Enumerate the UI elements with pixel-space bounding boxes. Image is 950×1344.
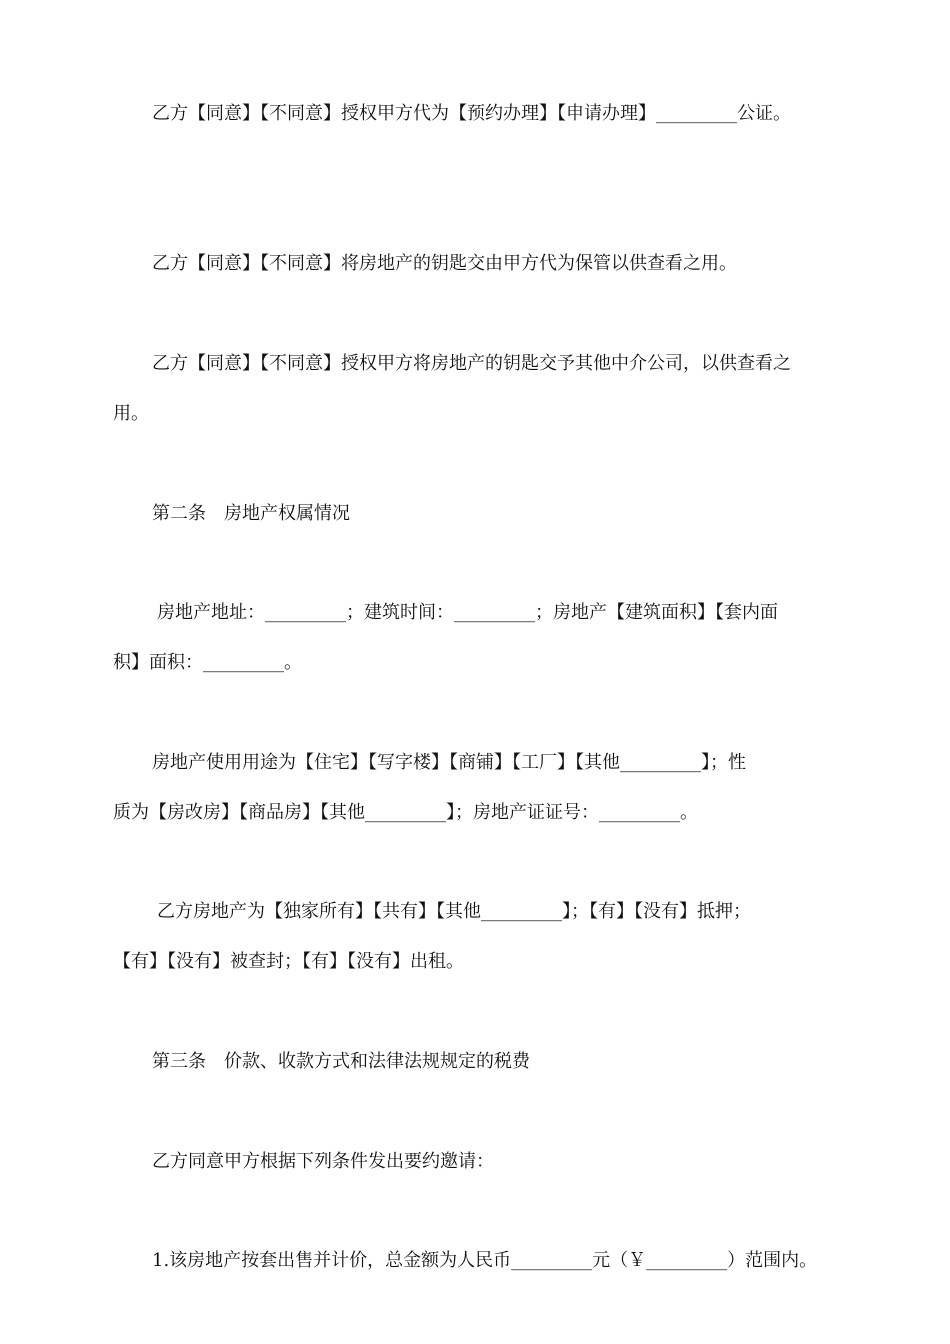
paragraph-key-custody: 乙方【同意】【不同意】将房地产的钥匙交由甲方代为保管以供查看之用。 <box>152 253 737 274</box>
paragraph-notarization-authorization: 乙方【同意】【不同意】授权甲方代为【预约办理】【申请办理】_________公证。 <box>152 103 791 124</box>
paragraph-property-address-line-1: 房地产地址：_________；建筑时间：_________；房地产【建筑面积】【套内面 <box>157 602 778 623</box>
article-3-heading: 第三条 价款、收款方式和法律法规规定的税费 <box>152 1051 530 1072</box>
paragraph-ownership-line-1: 乙方房地产为【独家所有】【共有】【其他_________】；【有】【没有】抵押； <box>157 901 751 922</box>
paragraph-property-address-line-2: 积】面积：_________。 <box>113 652 302 673</box>
paragraph-property-usage-line-2: 质为【房改房】【商品房】【其他_________】；房地产证证号：_________。 <box>113 802 698 823</box>
article-2-heading: 第二条 房地产权属情况 <box>152 503 350 524</box>
paragraph-total-price: 1.该房地产按套出售并计价，总金额为人民币_________元（￥_________）范围内。 <box>152 1250 818 1271</box>
paragraph-ownership-line-2: 【有】【没有】被查封；【有】【没有】出租。 <box>113 951 464 972</box>
paragraph-key-other-agency-line-1: 乙方【同意】【不同意】授权甲方将房地产的钥匙交予其他中介公司，以供查看之 <box>152 353 791 374</box>
paragraph-key-other-agency-line-2: 用。 <box>113 403 149 424</box>
paragraph-property-usage-line-1: 房地产使用用途为【住宅】【写字楼】【商铺】【工厂】【其他_________】；性 <box>152 752 746 773</box>
paragraph-offer-conditions: 乙方同意甲方根据下列条件发出要约邀请： <box>152 1151 494 1172</box>
